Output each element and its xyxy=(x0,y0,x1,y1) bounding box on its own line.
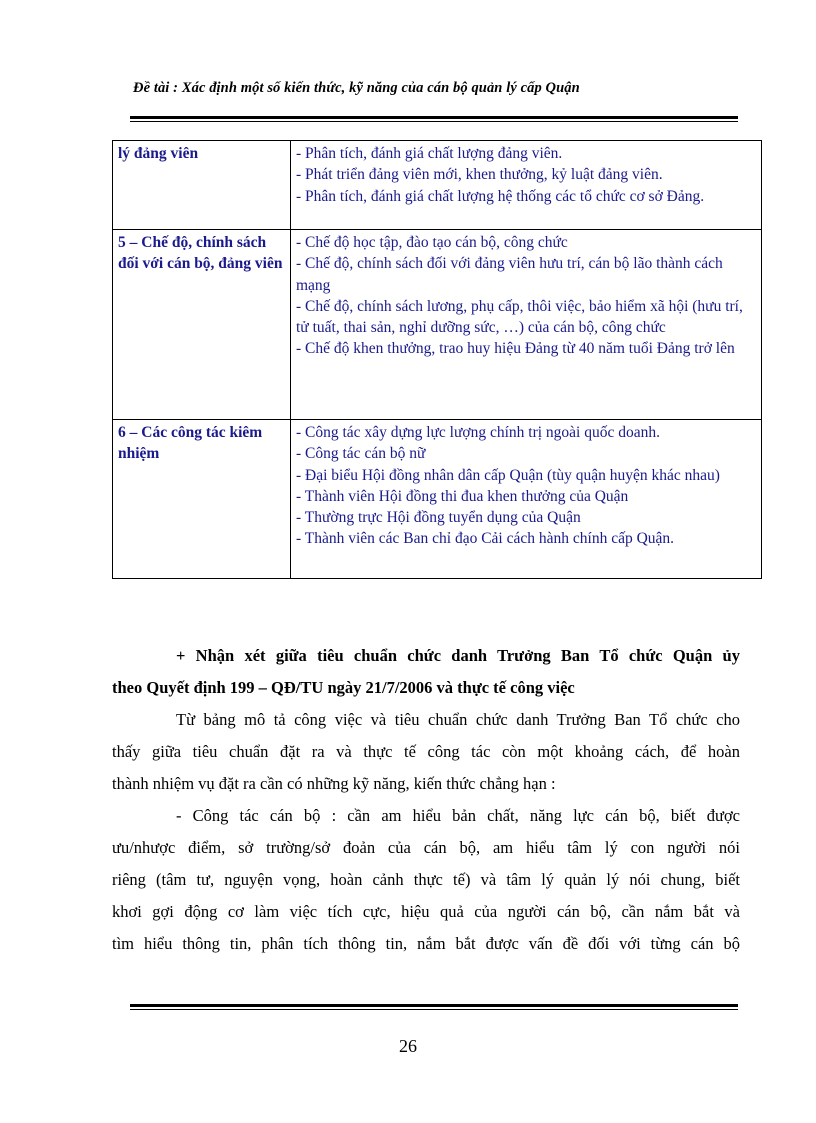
paragraph-line: Từ bảng mô tả công việc và tiêu chuẩn chức danh Trưởng Ban Tổ chức cho xyxy=(176,710,740,729)
list-item: - Đại biểu Hội đồng nhân dân cấp Quận (tùy quận huyện khác nhau) xyxy=(296,466,720,484)
paragraph-line: thành nhiệm vụ đặt ra cần có những kỹ năng, kiến thức chẳng hạn : xyxy=(112,774,556,793)
table-row xyxy=(113,230,762,420)
section-heading xyxy=(112,640,740,704)
list-item: - Phân tích, đánh giá chất lượng đảng viên. xyxy=(296,145,563,162)
table-row xyxy=(113,141,762,230)
body-paragraph xyxy=(112,800,740,960)
row-heading: 6 – Các công tác kiêm nhiệm xyxy=(113,420,291,579)
row-items xyxy=(291,230,762,420)
list-item: - Thường trực Hội đồng tuyển dụng của Quận xyxy=(296,509,581,527)
paragraph-line: khơi gợi động cơ làm việc tích cực, hiệu quả của người cán bộ, cần nắm bắt và xyxy=(112,902,740,921)
row-items xyxy=(291,420,762,579)
header-divider xyxy=(130,116,738,122)
body-paragraph xyxy=(112,704,740,800)
table-row xyxy=(113,420,762,579)
list-item: - Chế độ học tập, đào tạo cán bộ, công chức xyxy=(296,234,568,251)
list-item: - Chế độ khen thưởng, trao huy hiệu Đảng từ 40 năm tuổi Đảng trở lên xyxy=(296,340,735,358)
paragraph-line: thấy giữa tiêu chuẩn đặt ra và thực tế công tác còn một khoảng cách, để hoàn xyxy=(112,742,740,761)
list-item: - Công tác xây dựng lực lượng chính trị ngoài quốc doanh. xyxy=(296,424,660,441)
heading-line: + Nhận xét giữa tiêu chuẩn chức danh Trưởng Ban Tổ chức Quận ủy xyxy=(176,646,740,665)
row-heading: lý đảng viên xyxy=(113,141,291,230)
row-items xyxy=(291,141,762,230)
list-item: - Phát triển đảng viên mới, khen thưởng, kỷ luật đảng viên. xyxy=(296,166,663,184)
row-heading: 5 – Chế độ, chính sách đối với cán bộ, đảng viên xyxy=(113,230,291,420)
list-item: - Thành viên Hội đồng thi đua khen thưởng của Quận xyxy=(296,487,629,505)
list-item: - Chế độ, chính sách đối với đảng viên hưu trí, cán bộ lão thành cách mạng xyxy=(296,255,723,294)
list-item: - Phân tích, đánh giá chất lượng hệ thống các tổ chức cơ sở Đảng. xyxy=(296,187,705,205)
heading-line: theo Quyết định 199 – QĐ/TU ngày 21/7/2006 và thực tế công việc xyxy=(112,678,575,697)
page-number: 26 xyxy=(399,1036,417,1056)
paragraph-line: - Công tác cán bộ : cần am hiểu bản chất, năng lực cán bộ, biết được xyxy=(176,806,740,825)
list-item: - Thành viên các Ban chỉ đạo Cải cách hành chính cấp Quận. xyxy=(296,530,675,548)
paragraph-line: tìm hiểu thông tin, phân tích thông tin, nắm bắt được vấn đề đối với từng cán bộ xyxy=(112,934,740,953)
document-header-title: Đề tài : Xác định một số kiến thức, kỹ năng của cán bộ quản lý cấp Quận xyxy=(133,80,580,96)
list-item: - Chế độ, chính sách lương, phụ cấp, thôi việc, bảo hiểm xã hội (hưu trí, tử tuất, thai sản, nghỉ dưỡng sức, …) của cán bộ, công chức xyxy=(296,297,743,337)
list-item: - Công tác cán bộ nữ xyxy=(296,445,426,463)
paragraph-line: ưu/nhược điểm, sở trường/sở đoản của cán bộ, am hiểu tâm lý con người nói xyxy=(112,838,740,857)
paragraph-line: riêng (tâm tư, nguyện vọng, hoàn cảnh thực tế) và tâm lý quản lý nói chung, biết xyxy=(112,870,740,889)
job-description-table xyxy=(112,140,762,579)
footer-divider xyxy=(130,1004,738,1010)
